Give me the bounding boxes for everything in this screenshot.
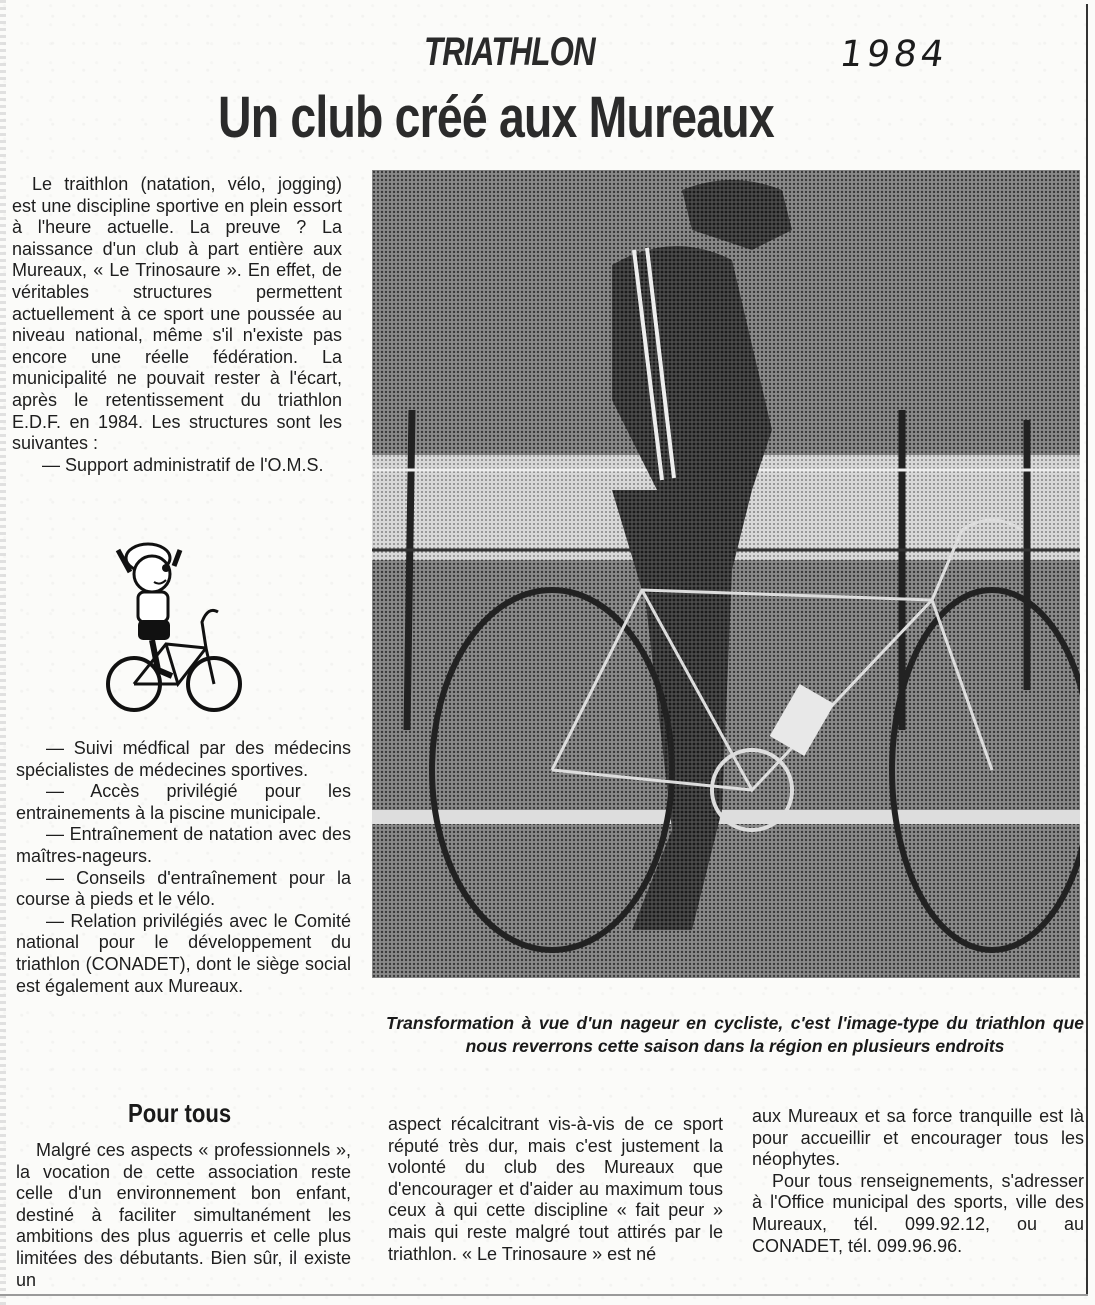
pour-tous-paragraph: Malgré ces aspects « professionnels », la vocation de cette association reste celle d'un environnement bon enfant, destiné à faciliter simultanément les ambitions des plus aguerris et celle plus limitées des débutants. Bien sûr, il existe un [16, 1140, 351, 1290]
subheading-pour-tous: Pour tous [128, 1098, 232, 1128]
contact-paragraph: Pour tous renseignements, s'adresser à l'Office municipal des sports, ville des Mureaux, tél. 099.92.12, ou au CONADET, tél. 099.96.96. [752, 1170, 1084, 1256]
handwritten-year: 1984 [837, 34, 951, 75]
structure-item: — Accès privilégié pour les entrainements à la piscine municipale. [16, 781, 351, 823]
intro-paragraph: Le traithlon (natation, vélo, jogging) est une discipline sportive en plein essort à l'heure actuelle. La preuve ? La naissance d'un club à part entière aux Mureaux, « Le Trinosaure ». En effet, de véritables structures permettent actuellement à ce sport une poussée au niveau national, même s'il n'existe pas encore une réelle fédération. La municipalité ne pouvait rester à l'écart, après le retentissement du triathlon E.D.F. en 1984. Les structures sont les suivantes : [12, 174, 342, 454]
section-kicker: TRIATHLON [424, 30, 595, 74]
structure-item: — Support administratif de l'O.M.S. [42, 454, 324, 475]
pour-tous-paragraph: aux Mureaux et sa force tranquille est là pour accueillir et encourager tous les néophytes. [752, 1106, 1084, 1170]
structures-list [16, 738, 351, 997]
clipping-bottom-edge [0, 1294, 1088, 1296]
pour-tous-column-1 [16, 1140, 351, 1291]
intro-column [12, 174, 342, 476]
pour-tous-paragraph: aspect récalcitrant vis-à-vis de ce sport réputé très dur, mais c'est justement la volonté du club des Mureaux que d'encourager et d'aider au maximum tous ceux à qui cette discipline « fait peur » mais qui reste malgré tout attirés par le triathlon. « Le Trinosaure » est né [388, 1114, 723, 1264]
structure-item: — Suivi médfical par des médecins spécialistes de médecines sportives. [16, 738, 351, 780]
article-photo [372, 170, 1080, 978]
cyclist-mascot-illustration [96, 536, 246, 712]
photo-caption: Transformation à vue d'un nageur en cycliste, c'est l'image-type du triathlon que nous reverrons cette saison dans la région en plusieurs endroits [386, 1013, 1084, 1056]
structure-item: — Entraînement de natation avec des maîtres-nageurs. [16, 824, 351, 866]
clipping-left-edge [0, 0, 6, 1305]
pour-tous-column-2 [388, 1114, 723, 1265]
pour-tous-column-3 [752, 1106, 1084, 1257]
article-headline: Un club créé aux Mureaux [218, 85, 774, 150]
structure-item: — Relation privilégiés avec le Comité national pour le développement du triathlon (CONADET), dont le siège social est également aux Mureaux. [16, 910, 351, 996]
clipping-right-edge [1086, 4, 1088, 1294]
structure-item: — Conseils d'entraînement pour la course à pieds et le vélo. [16, 867, 351, 910]
